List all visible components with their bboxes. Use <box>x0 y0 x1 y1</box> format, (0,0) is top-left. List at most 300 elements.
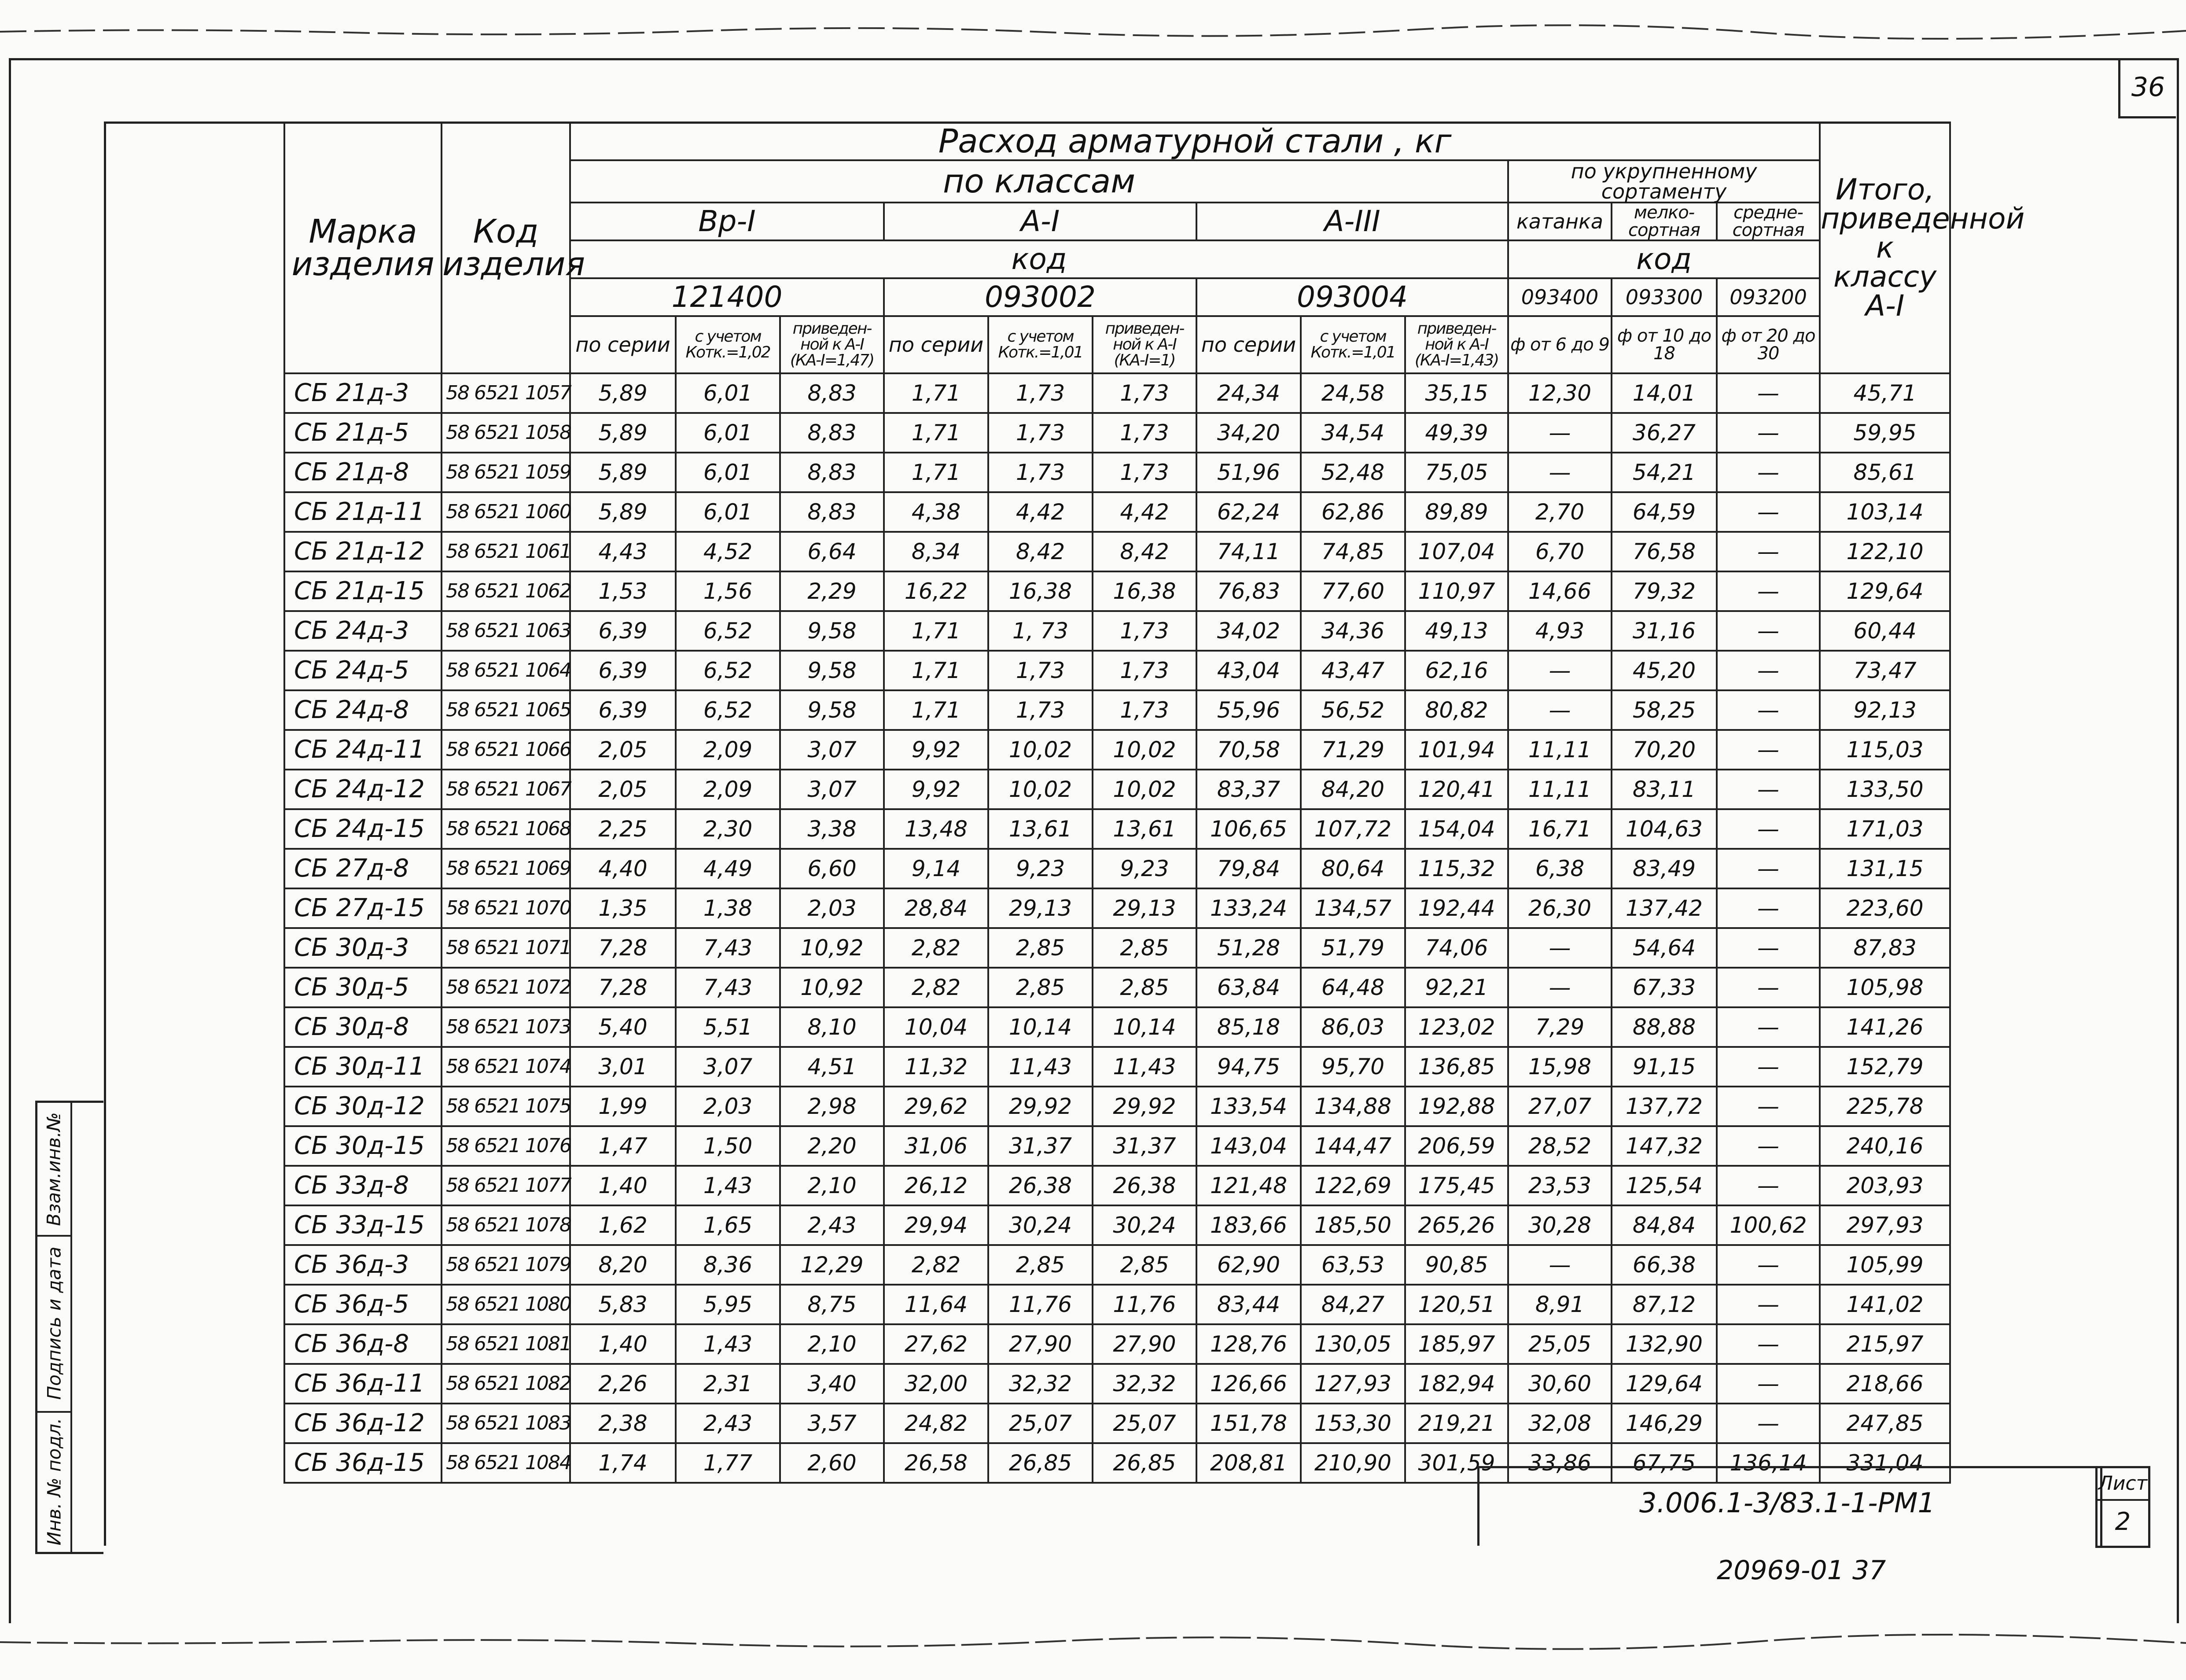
archive-number: 20969-01 37 <box>1717 1555 1886 1586</box>
table-row <box>284 968 1950 1007</box>
row-value: 5,89 <box>570 492 676 532</box>
side-stamp-strip <box>35 1101 103 1554</box>
row-value: 64,59 <box>1612 492 1717 532</box>
row-value: 32,00 <box>884 1364 988 1404</box>
row-value: 8,91 <box>1508 1285 1612 1324</box>
row-value: 11,32 <box>884 1047 988 1087</box>
row-value: 26,38 <box>1093 1166 1196 1205</box>
side-vertical-divider <box>70 1103 72 1552</box>
header-kod-classes: код <box>570 240 1508 278</box>
table-row <box>284 1245 1950 1285</box>
row-value: 66,38 <box>1612 1245 1717 1285</box>
header-total: Итого, приведенной к классу А-I <box>1820 122 1950 373</box>
row-value: 7,43 <box>676 968 780 1007</box>
row-value: 122,10 <box>1820 532 1950 571</box>
row-value: 1,40 <box>570 1324 676 1364</box>
header-code: Код изделия <box>442 122 570 373</box>
row-value: 120,51 <box>1405 1285 1508 1324</box>
row-value: 62,24 <box>1196 492 1301 532</box>
row-code: 58 6521 1070 <box>442 888 570 928</box>
row-value: 297,93 <box>1820 1205 1950 1245</box>
row-value: 182,94 <box>1405 1364 1508 1404</box>
row-mark: СБ 27д-15 <box>284 888 442 928</box>
row-value: 6,01 <box>676 413 780 453</box>
row-value: 5,89 <box>570 453 676 492</box>
row-value: — <box>1717 1087 1820 1126</box>
table-row <box>284 690 1950 730</box>
row-value: 122,69 <box>1301 1166 1405 1205</box>
row-value: 73,47 <box>1820 651 1950 690</box>
row-value: 123,02 <box>1405 1007 1508 1047</box>
table-row <box>284 1324 1950 1364</box>
row-value: 11,76 <box>1093 1285 1196 1324</box>
row-value: 4,52 <box>676 532 780 571</box>
row-value: 1,47 <box>570 1126 676 1166</box>
row-value: 2,85 <box>1093 928 1196 968</box>
table-row <box>284 809 1950 849</box>
row-value: 10,02 <box>1093 730 1196 770</box>
row-value: 265,26 <box>1405 1205 1508 1245</box>
row-mark: СБ 24д-5 <box>284 651 442 690</box>
row-value: 10,14 <box>988 1007 1093 1047</box>
row-value: 9,58 <box>780 611 884 651</box>
row-value: 63,53 <box>1301 1245 1405 1285</box>
row-value: — <box>1717 1285 1820 1324</box>
row-value: 62,90 <box>1196 1245 1301 1285</box>
row-mark: СБ 27д-8 <box>284 849 442 888</box>
row-value: — <box>1717 651 1820 690</box>
row-value: 36,27 <box>1612 413 1717 453</box>
row-value: 43,04 <box>1196 651 1301 690</box>
table-row <box>284 651 1950 690</box>
row-value: 2,70 <box>1508 492 1612 532</box>
sub-a1-priveden: приведен- ной к А-I (КА-I=1) <box>1093 316 1196 373</box>
row-value: 74,11 <box>1196 532 1301 571</box>
row-value: 2,10 <box>780 1166 884 1205</box>
header-class-bp: Вр-I <box>570 203 884 240</box>
row-value: 1,73 <box>1093 373 1196 413</box>
sheet-number-box <box>2095 1466 2150 1548</box>
row-value: 34,02 <box>1196 611 1301 651</box>
row-value: 2,43 <box>780 1205 884 1245</box>
row-value: 2,38 <box>570 1404 676 1443</box>
range-katanka: ф от 6 до 9 <box>1508 316 1612 373</box>
row-value: 3,38 <box>780 809 884 849</box>
row-code: 58 6521 1067 <box>442 770 570 809</box>
row-value: 143,04 <box>1196 1126 1301 1166</box>
row-value: 27,62 <box>884 1324 988 1364</box>
row-value: 1,73 <box>1093 413 1196 453</box>
row-value: 219,21 <box>1405 1404 1508 1443</box>
row-value: 6,01 <box>676 453 780 492</box>
row-value: 5,89 <box>570 413 676 453</box>
row-value: 84,20 <box>1301 770 1405 809</box>
row-value: 2,09 <box>676 730 780 770</box>
row-value: 45,20 <box>1612 651 1717 690</box>
row-value: 125,54 <box>1612 1166 1717 1205</box>
row-value: 32,32 <box>988 1364 1093 1404</box>
row-value: 5,95 <box>676 1285 780 1324</box>
table-row <box>284 611 1950 651</box>
sub-bp-s-uchetom: с учетом Котк.=1,02 <box>676 316 780 373</box>
row-value: 2,26 <box>570 1364 676 1404</box>
row-value: 5,83 <box>570 1285 676 1324</box>
table-row <box>284 1087 1950 1126</box>
header-code-bp: 121400 <box>570 278 884 316</box>
document-code: 3.006.1-3/83.1-1-РМ1 <box>1639 1486 1935 1519</box>
row-value: — <box>1717 1007 1820 1047</box>
row-value: 1,73 <box>988 651 1093 690</box>
table-row <box>284 413 1950 453</box>
row-value: 1, 73 <box>988 611 1093 651</box>
row-value: 132,90 <box>1612 1324 1717 1364</box>
header-kod-assortment: код <box>1508 240 1820 278</box>
row-value: — <box>1717 928 1820 968</box>
row-mark: СБ 33д-15 <box>284 1205 442 1245</box>
row-mark: СБ 21д-15 <box>284 571 442 611</box>
row-mark: СБ 24д-11 <box>284 730 442 770</box>
row-value: 79,32 <box>1612 571 1717 611</box>
row-value: 29,62 <box>884 1087 988 1126</box>
row-value: 16,22 <box>884 571 988 611</box>
row-value: 9,58 <box>780 651 884 690</box>
row-value: — <box>1508 1245 1612 1285</box>
row-value: 1,73 <box>988 453 1093 492</box>
row-value: 12,29 <box>780 1245 884 1285</box>
row-value: 2,09 <box>676 770 780 809</box>
row-value: 6,39 <box>570 611 676 651</box>
row-value: 74,06 <box>1405 928 1508 968</box>
row-value: 70,58 <box>1196 730 1301 770</box>
row-value: 2,85 <box>988 928 1093 968</box>
row-value: 4,40 <box>570 849 676 888</box>
table-row <box>284 928 1950 968</box>
row-value: 10,02 <box>988 730 1093 770</box>
row-mark: СБ 21д-5 <box>284 413 442 453</box>
row-value: 6,01 <box>676 373 780 413</box>
row-value: 27,90 <box>1093 1324 1196 1364</box>
row-value: — <box>1508 413 1612 453</box>
row-value: 24,34 <box>1196 373 1301 413</box>
row-mark: СБ 36д-15 <box>284 1443 442 1483</box>
row-value: 43,47 <box>1301 651 1405 690</box>
row-value: 30,24 <box>988 1205 1093 1245</box>
row-value: 1,73 <box>1093 690 1196 730</box>
header-code-melko: 093300 <box>1612 278 1717 316</box>
row-value: 4,49 <box>676 849 780 888</box>
row-value: 153,30 <box>1301 1404 1405 1443</box>
row-value: 105,99 <box>1820 1245 1950 1285</box>
row-value: 1,74 <box>570 1443 676 1483</box>
table-row <box>284 730 1950 770</box>
row-value: 71,29 <box>1301 730 1405 770</box>
table-row <box>284 770 1950 809</box>
row-value: 6,60 <box>780 849 884 888</box>
row-value: 29,94 <box>884 1205 988 1245</box>
row-value: 10,02 <box>1093 770 1196 809</box>
row-value: 203,93 <box>1820 1166 1950 1205</box>
range-sredne: ф от 20 до 30 <box>1717 316 1820 373</box>
row-value: — <box>1717 1166 1820 1205</box>
row-value: 56,52 <box>1301 690 1405 730</box>
sheet-label: Лист <box>2098 1468 2148 1501</box>
row-value: 223,60 <box>1820 888 1950 928</box>
row-value: 2,03 <box>780 888 884 928</box>
row-value: 4,42 <box>988 492 1093 532</box>
row-value: 92,21 <box>1405 968 1508 1007</box>
row-value: 215,97 <box>1820 1324 1950 1364</box>
row-value: 1,71 <box>884 651 988 690</box>
row-value: 25,07 <box>1093 1404 1196 1443</box>
row-value: 13,61 <box>988 809 1093 849</box>
row-value: — <box>1717 1126 1820 1166</box>
row-value: — <box>1717 373 1820 413</box>
row-value: 1,43 <box>676 1166 780 1205</box>
row-value: 25,05 <box>1508 1324 1612 1364</box>
row-value: 11,76 <box>988 1285 1093 1324</box>
row-value: — <box>1508 968 1612 1007</box>
row-value: 34,36 <box>1301 611 1405 651</box>
row-value: 13,61 <box>1093 809 1196 849</box>
row-value: 7,43 <box>676 928 780 968</box>
sub-a1-po-serii: по серии <box>884 316 988 373</box>
row-value: 10,04 <box>884 1007 988 1047</box>
row-value: 1,73 <box>988 413 1093 453</box>
row-value: 6,38 <box>1508 849 1612 888</box>
row-value: 29,13 <box>1093 888 1196 928</box>
row-value: 6,70 <box>1508 532 1612 571</box>
row-value: 1,71 <box>884 690 988 730</box>
row-value: 76,58 <box>1612 532 1717 571</box>
top-edge-scribble <box>0 26 2186 36</box>
table-row <box>284 492 1950 532</box>
row-code: 58 6521 1083 <box>442 1404 570 1443</box>
range-melko: ф от 10 до 18 <box>1612 316 1717 373</box>
row-value: 4,42 <box>1093 492 1196 532</box>
row-value: 83,37 <box>1196 770 1301 809</box>
row-value: 26,38 <box>988 1166 1093 1205</box>
row-value: 103,14 <box>1820 492 1950 532</box>
table-row <box>284 888 1950 928</box>
row-value: 8,36 <box>676 1245 780 1285</box>
table-row <box>284 532 1950 571</box>
row-value: 131,15 <box>1820 849 1950 888</box>
row-value: 15,98 <box>1508 1047 1612 1087</box>
row-mark: СБ 30д-3 <box>284 928 442 968</box>
row-value: 29,92 <box>1093 1087 1196 1126</box>
row-value: — <box>1717 968 1820 1007</box>
sub-a3-po-serii: по серии <box>1196 316 1301 373</box>
row-value: 31,37 <box>988 1126 1093 1166</box>
header-melko: мелко- сортная <box>1612 203 1717 240</box>
row-value: 137,42 <box>1612 888 1717 928</box>
row-value: 6,52 <box>676 651 780 690</box>
row-value: 2,85 <box>1093 1245 1196 1285</box>
side-label-inv: Инв. № подл. <box>43 1418 65 1545</box>
row-value: 6,01 <box>676 492 780 532</box>
row-value: 1,73 <box>1093 453 1196 492</box>
row-value: 137,72 <box>1612 1087 1717 1126</box>
row-value: 151,78 <box>1196 1404 1301 1443</box>
row-mark: СБ 36д-5 <box>284 1285 442 1324</box>
row-value: 10,92 <box>780 928 884 968</box>
row-value: 2,85 <box>988 1245 1093 1285</box>
row-code: 58 6521 1076 <box>442 1126 570 1166</box>
bottom-edge-scribble <box>0 1638 2186 1647</box>
row-value: 6,39 <box>570 651 676 690</box>
sub-a1-s-uchetom: с учетом Котк.=1,01 <box>988 316 1093 373</box>
row-code: 58 6521 1080 <box>442 1285 570 1324</box>
row-value: 90,85 <box>1405 1245 1508 1285</box>
row-value: 100,62 <box>1717 1205 1820 1245</box>
row-value: 1,43 <box>676 1324 780 1364</box>
row-value: 45,71 <box>1820 373 1950 413</box>
row-value: 1,77 <box>676 1443 780 1483</box>
row-value: 247,85 <box>1820 1404 1950 1443</box>
row-value: 34,20 <box>1196 413 1301 453</box>
row-value: 141,26 <box>1820 1007 1950 1047</box>
row-value: 210,90 <box>1301 1443 1405 1483</box>
row-value: 218,66 <box>1820 1364 1950 1404</box>
row-value: 128,76 <box>1196 1324 1301 1364</box>
row-value: 86,03 <box>1301 1007 1405 1047</box>
row-value: 134,88 <box>1301 1087 1405 1126</box>
row-value: 120,41 <box>1405 770 1508 809</box>
row-mark: СБ 21д-11 <box>284 492 442 532</box>
row-value: 5,40 <box>570 1007 676 1047</box>
row-value: 2,85 <box>988 968 1093 1007</box>
row-value: — <box>1717 849 1820 888</box>
header-by-classes: по классам <box>570 160 1508 203</box>
row-value: 8,83 <box>780 453 884 492</box>
row-value: 147,32 <box>1612 1126 1717 1166</box>
row-value: 115,32 <box>1405 849 1508 888</box>
row-value: 183,66 <box>1196 1205 1301 1245</box>
row-value: 9,92 <box>884 770 988 809</box>
row-value: 4,43 <box>570 532 676 571</box>
row-value: 29,13 <box>988 888 1093 928</box>
row-value: 4,38 <box>884 492 988 532</box>
row-value: — <box>1717 690 1820 730</box>
row-value: — <box>1717 532 1820 571</box>
row-code: 58 6521 1060 <box>442 492 570 532</box>
row-value: 2,82 <box>884 968 988 1007</box>
row-value: 26,12 <box>884 1166 988 1205</box>
table-row <box>284 571 1950 611</box>
row-value: 12,30 <box>1508 373 1612 413</box>
table-row <box>284 1166 1950 1205</box>
row-value: 8,42 <box>988 532 1093 571</box>
row-value: 3,01 <box>570 1047 676 1087</box>
row-value: 14,66 <box>1508 571 1612 611</box>
row-code: 58 6521 1078 <box>442 1205 570 1245</box>
header-code-a1: 093002 <box>884 278 1196 316</box>
row-value: 31,37 <box>1093 1126 1196 1166</box>
row-value: 2,29 <box>780 571 884 611</box>
row-value: 1,53 <box>570 571 676 611</box>
header-class-a3: А-III <box>1196 203 1508 240</box>
row-value: — <box>1717 571 1820 611</box>
row-value: 28,84 <box>884 888 988 928</box>
row-value: 85,18 <box>1196 1007 1301 1047</box>
row-value: 67,33 <box>1612 968 1717 1007</box>
row-code: 58 6521 1068 <box>442 809 570 849</box>
row-value: 55,96 <box>1196 690 1301 730</box>
row-value: — <box>1717 1245 1820 1285</box>
row-value: 3,07 <box>676 1047 780 1087</box>
row-value: 185,97 <box>1405 1324 1508 1364</box>
row-value: 32,32 <box>1093 1364 1196 1404</box>
row-code: 58 6521 1064 <box>442 651 570 690</box>
row-value: 23,53 <box>1508 1166 1612 1205</box>
header-mark: Марка изделия <box>284 122 442 373</box>
header-consumption-title: Расход арматурной стали , кг <box>570 122 1820 160</box>
row-value: 136,14 <box>1717 1443 1820 1483</box>
row-code: 58 6521 1061 <box>442 532 570 571</box>
row-value: 133,54 <box>1196 1087 1301 1126</box>
row-value: 331,04 <box>1820 1443 1950 1483</box>
row-value: 1,71 <box>884 611 988 651</box>
row-code: 58 6521 1057 <box>442 373 570 413</box>
row-value: 5,51 <box>676 1007 780 1047</box>
row-mark: СБ 30д-11 <box>284 1047 442 1087</box>
table-row <box>284 1007 1950 1047</box>
row-value: 25,07 <box>988 1404 1093 1443</box>
table-row <box>284 849 1950 888</box>
row-code: 58 6521 1075 <box>442 1087 570 1126</box>
row-value: — <box>1717 809 1820 849</box>
row-code: 58 6521 1073 <box>442 1007 570 1047</box>
row-value: 63,84 <box>1196 968 1301 1007</box>
row-value: 27,90 <box>988 1324 1093 1364</box>
sub-a3-priveden: приведен- ной к А-I (КА-I=1,43) <box>1405 316 1508 373</box>
row-value: 9,92 <box>884 730 988 770</box>
row-value: 101,94 <box>1405 730 1508 770</box>
row-value: 5,89 <box>570 373 676 413</box>
row-value: 129,64 <box>1612 1364 1717 1404</box>
sheet-value: 2 <box>2115 1507 2131 1536</box>
row-value: 130,05 <box>1301 1324 1405 1364</box>
row-value: 126,66 <box>1196 1364 1301 1404</box>
row-value: 62,86 <box>1301 492 1405 532</box>
row-value: 88,88 <box>1612 1007 1717 1047</box>
row-value: 83,49 <box>1612 849 1717 888</box>
row-mark: СБ 36д-3 <box>284 1245 442 1285</box>
row-value: 8,83 <box>780 373 884 413</box>
row-value: 1,99 <box>570 1087 676 1126</box>
row-value: 6,52 <box>676 611 780 651</box>
row-value: 9,14 <box>884 849 988 888</box>
row-value: 154,04 <box>1405 809 1508 849</box>
row-value: 83,11 <box>1612 770 1717 809</box>
row-mark: СБ 30д-5 <box>284 968 442 1007</box>
row-value: 129,64 <box>1820 571 1950 611</box>
row-value: — <box>1717 492 1820 532</box>
row-value: 1,71 <box>884 373 988 413</box>
row-value: 6,64 <box>780 532 884 571</box>
row-mark: СБ 21д-3 <box>284 373 442 413</box>
row-value: 10,02 <box>988 770 1093 809</box>
header-code-a3: 093004 <box>1196 278 1508 316</box>
row-value: 1,35 <box>570 888 676 928</box>
row-value: 1,62 <box>570 1205 676 1245</box>
row-value: 79,84 <box>1196 849 1301 888</box>
row-value: 2,31 <box>676 1364 780 1404</box>
row-value: 141,02 <box>1820 1285 1950 1324</box>
row-value: 9,23 <box>1093 849 1196 888</box>
row-value: 3,57 <box>780 1404 884 1443</box>
row-value: 11,11 <box>1508 770 1612 809</box>
